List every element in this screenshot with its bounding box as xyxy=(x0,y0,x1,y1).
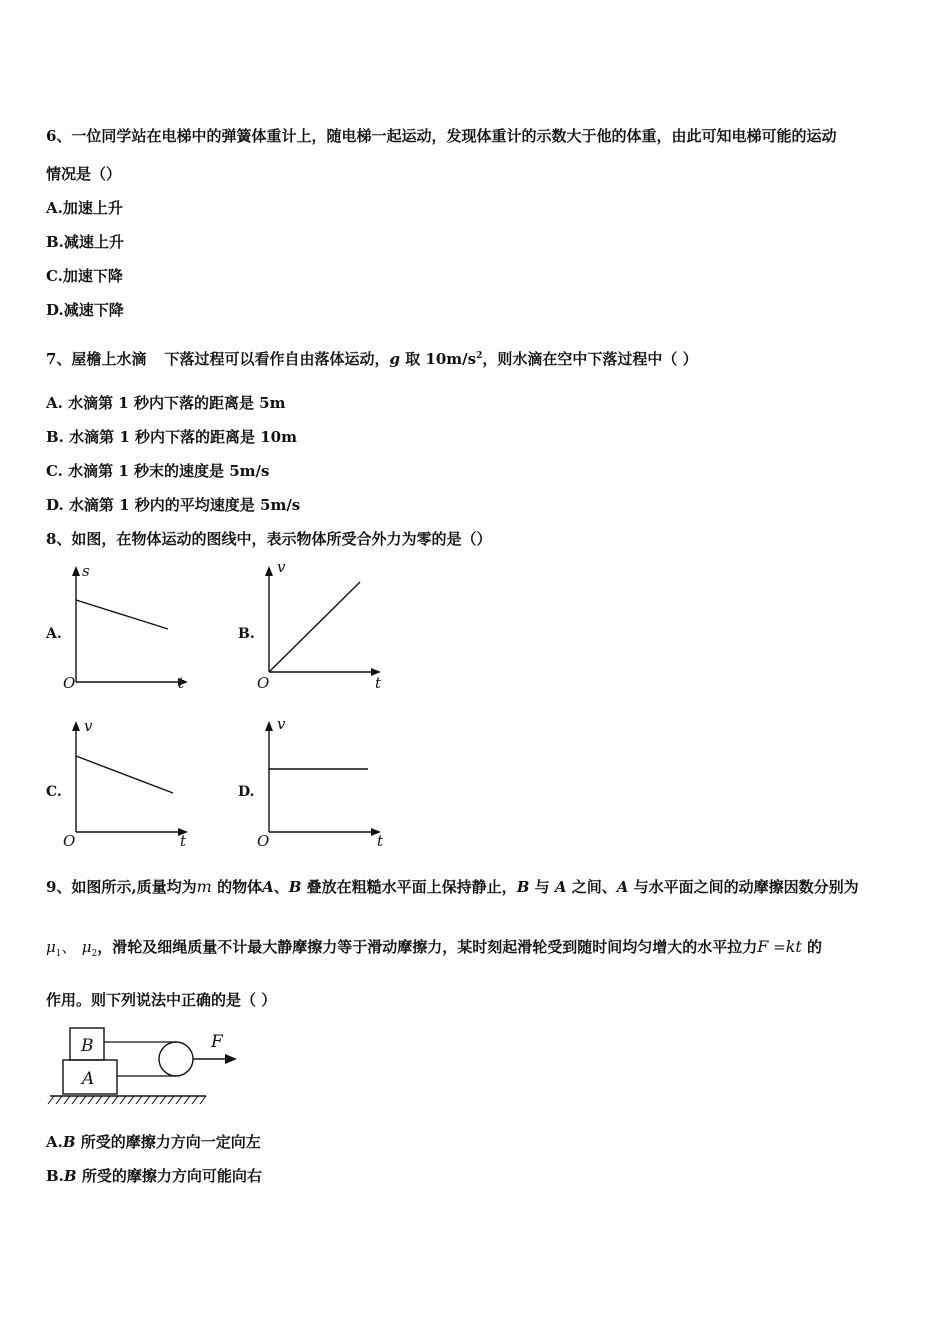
q6-option-b: B.减速上升 xyxy=(46,233,124,251)
graph-c-label: C. xyxy=(46,784,62,800)
graph-a-origin: O xyxy=(63,674,76,692)
q7-option-a: A. 水滴第 1 秒内下落的距离是 5m xyxy=(46,394,286,412)
graph-d-label: D. xyxy=(238,784,255,800)
block-a-label: A xyxy=(82,1069,95,1089)
graph-c-line xyxy=(76,756,173,793)
graph-c xyxy=(60,715,200,850)
graph-a-line xyxy=(76,600,168,629)
graph-d xyxy=(253,715,393,850)
force-arrow xyxy=(225,1054,237,1064)
graph-b-line xyxy=(269,582,360,672)
q9-stem-line3: 作用。则下列说法中正确的是（ ） xyxy=(46,991,277,1009)
q6-stem-line2: 情况是（） xyxy=(46,165,122,183)
graph-b xyxy=(253,560,393,695)
graph-c-y-label: v xyxy=(84,717,93,735)
graph-b-origin: O xyxy=(257,674,270,692)
graph-d-origin: O xyxy=(257,832,270,850)
q9-option-a: A.B 所受的摩擦力方向一定向左 xyxy=(46,1133,261,1151)
graph-c-x-label: t xyxy=(180,832,187,850)
graph-b-x-label: t xyxy=(375,674,382,692)
q7-stem: 7、屋檐上水滴 下落过程可以看作自由落体运动，g 取 $10m/s^2$，则水滴在空中下落过程中（ ） xyxy=(46,350,698,368)
graph-b-label: B. xyxy=(238,626,255,642)
graph-c-origin: O xyxy=(63,832,76,850)
q8-stem: 8、如图，在物体运动的图线中，表示物体所受合外力为零的是（） xyxy=(46,530,492,548)
graph-d-y-label: v xyxy=(277,715,286,733)
graph-a xyxy=(60,560,200,695)
force-label: F xyxy=(211,1032,223,1052)
graph-b-y-label: v xyxy=(277,558,286,576)
graph-a-label: A. xyxy=(46,626,62,642)
q9-stem-line1: 9、如图所示,质量均为m 的物体A、B 叠放在粗糙水平面上保持静止，B 与 A 之间、A 与水平面之间的动摩擦因数分别为 xyxy=(46,877,859,896)
q6-stem-line1: 6、一位同学站在电梯中的弹簧体重计上，随电梯一起运动，发现体重计的示数大于他的体重，由此可知电梯可能的运动 xyxy=(46,127,837,145)
pulley-figure xyxy=(48,1022,248,1112)
q7-option-b: B. 水滴第 1 秒内下落的距离是 10m xyxy=(46,428,297,446)
graph-a-y-label: s xyxy=(82,562,90,580)
q6-option-a: A.加速上升 xyxy=(46,199,123,217)
q6-option-d: D.减速下降 xyxy=(46,301,124,319)
ground-hatching xyxy=(48,1096,206,1104)
block-b-label: B xyxy=(81,1036,94,1056)
q9-option-b: B.B 所受的摩擦力方向可能向右 xyxy=(46,1167,262,1185)
graph-a-x-label: t xyxy=(178,674,185,692)
q7-option-c: C. 水滴第 1 秒末的速度是 5m/s xyxy=(46,462,270,480)
graph-d-x-label: t xyxy=(377,832,384,850)
q9-stem-line2: $\mu_1$、 $\mu_2$，滑轮及细绳质量不计最大静摩擦力等于滑动摩擦力，某时刻起滑轮受到随时间均匀增大的水平拉力F =kt 的 xyxy=(46,937,823,959)
q6-option-c: C.加速下降 xyxy=(46,267,123,285)
pulley-wheel xyxy=(159,1042,193,1076)
q7-option-d: D. 水滴第 1 秒内的平均速度是 5m/s xyxy=(46,496,301,514)
